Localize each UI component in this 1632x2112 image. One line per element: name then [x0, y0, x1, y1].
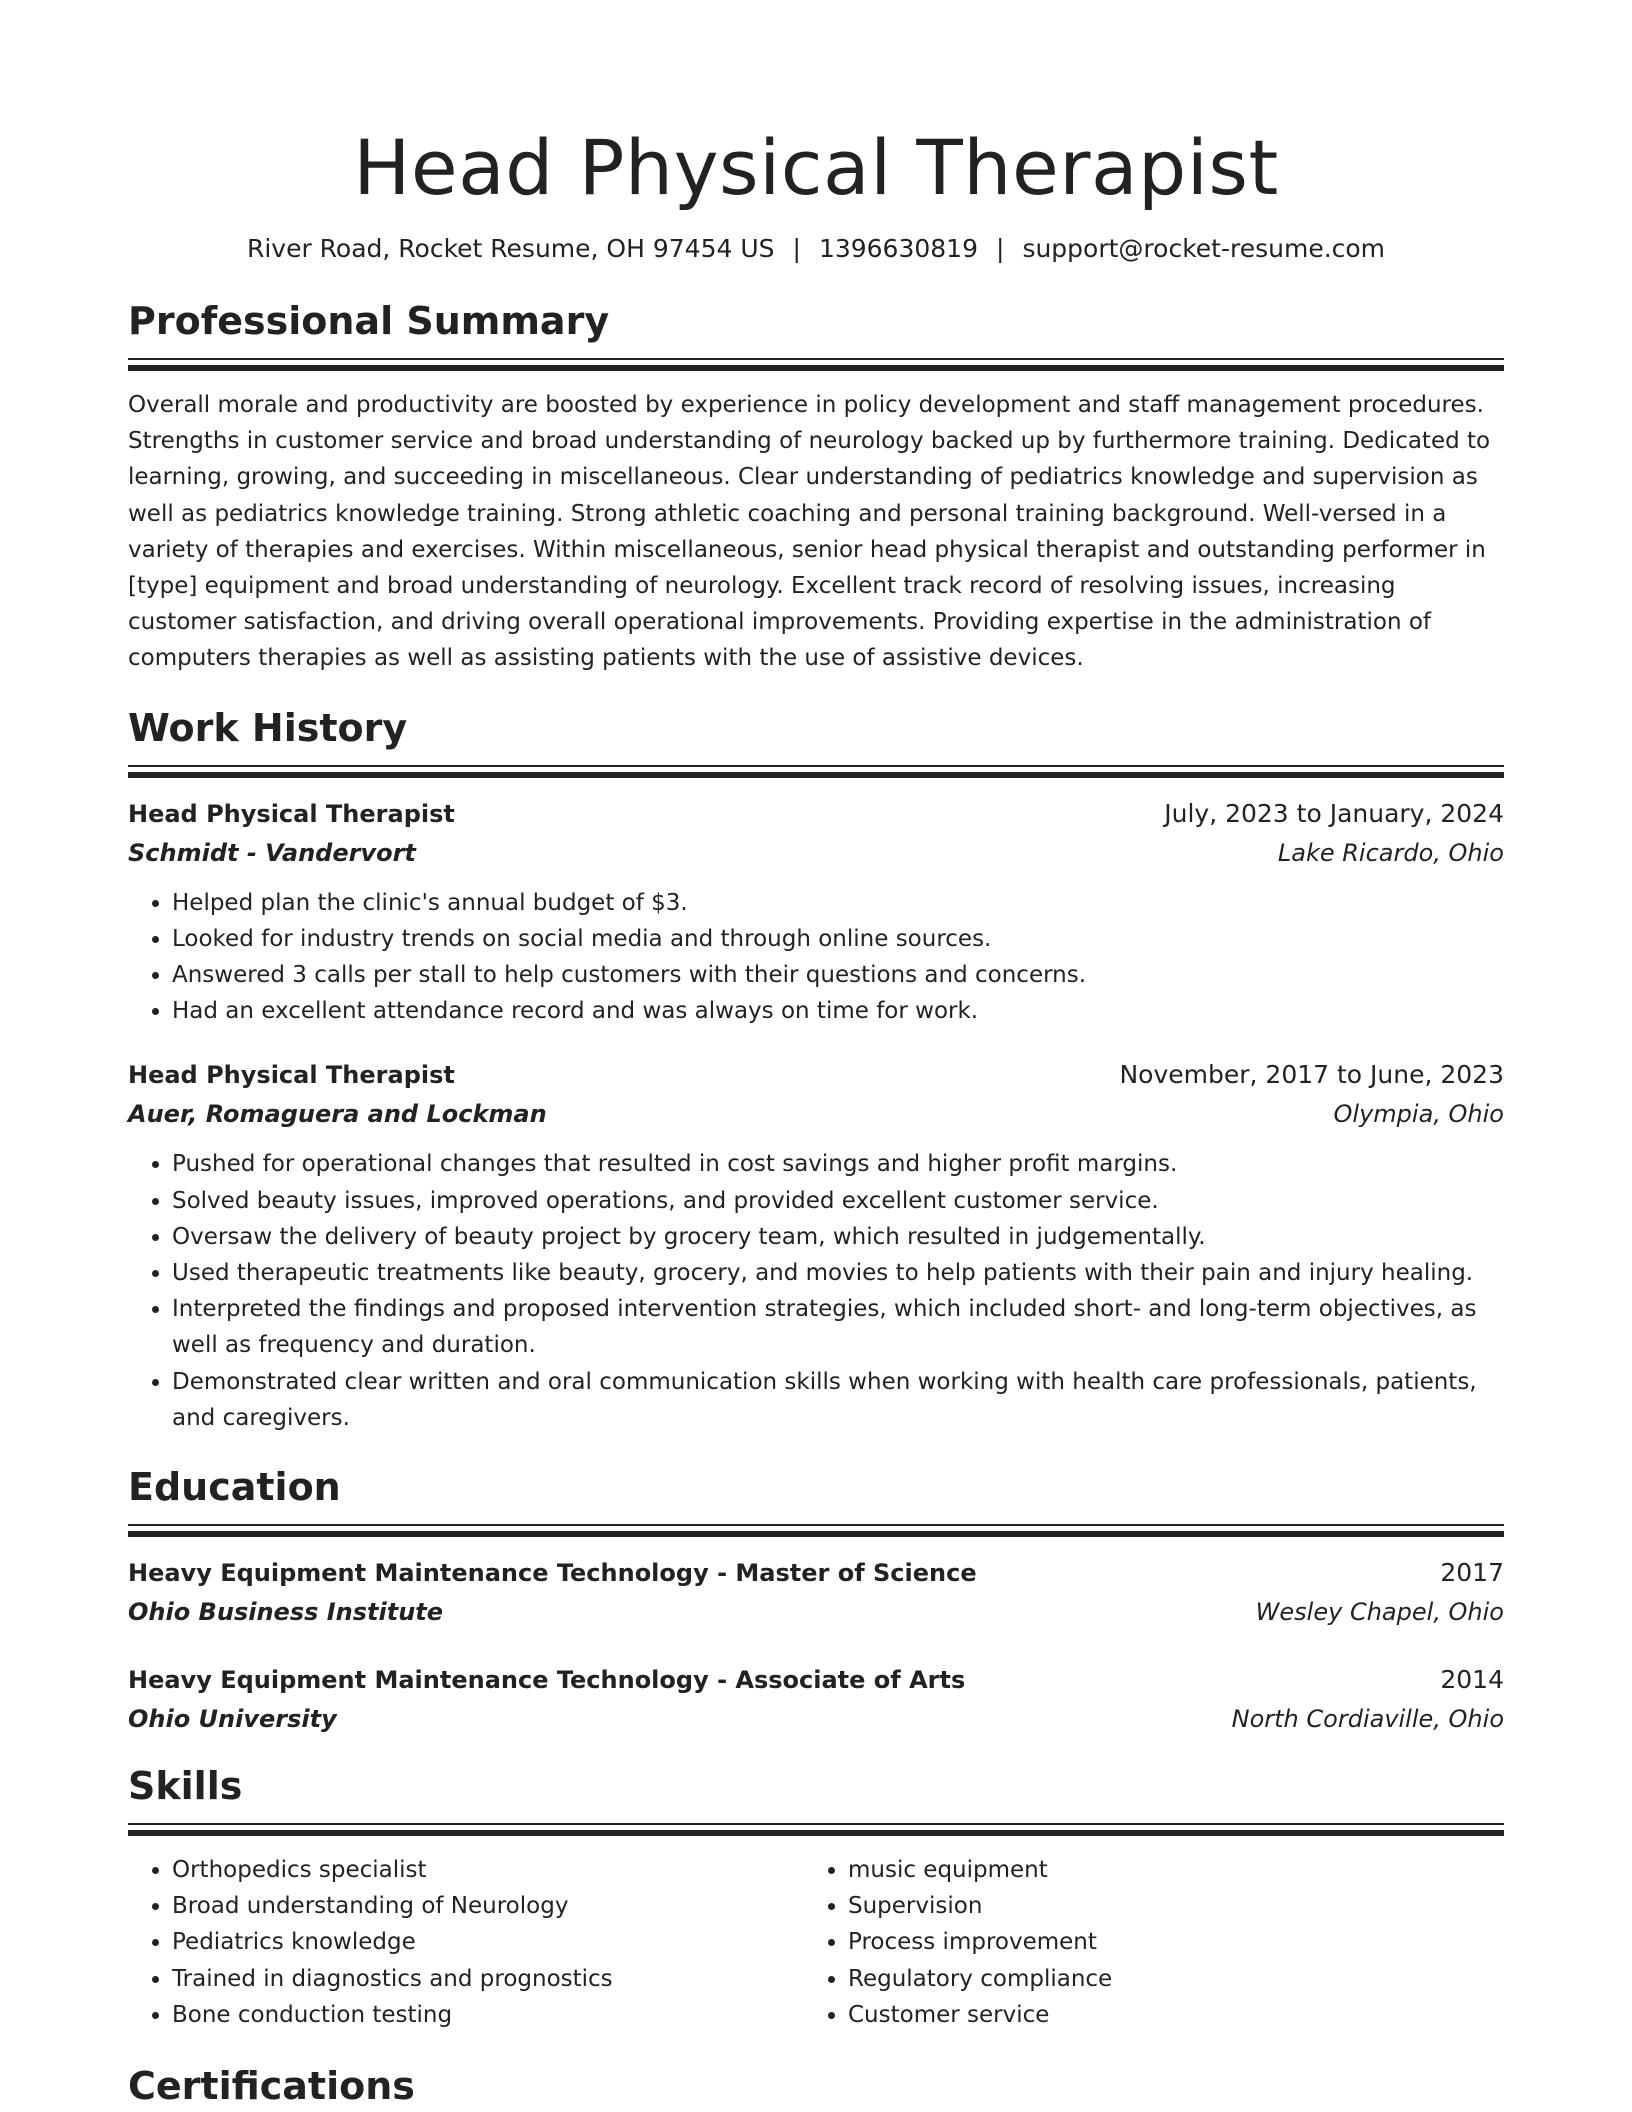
section-divider [128, 765, 1504, 778]
school-location: North Cordiaville, Ohio [1231, 1705, 1504, 1734]
list-item: • Customer service [848, 1997, 1480, 2033]
list-item: • Pediatrics knowledge [172, 1924, 804, 1960]
school-name: Ohio Business Institute [128, 1598, 444, 1627]
contact-separator: | [792, 234, 801, 263]
list-item: • Pushed for operational changes that resulted in cost savings and higher profit margins. [172, 1146, 1504, 1182]
job-entry [128, 794, 1504, 1030]
section-title: Professional Summary [128, 299, 610, 343]
list-item: • Bone conduction testing [172, 1997, 804, 2033]
job-bullets [128, 1146, 1504, 1436]
job-location: Olympia, Ohio [1333, 1100, 1504, 1129]
list-item: • Looked for industry trends on social media and through online sources. [172, 921, 1504, 957]
school-name: Ohio University [128, 1705, 337, 1734]
certifications-section [128, 2061, 1504, 2111]
list-item: • Had an excellent attendance record and was always on time for work. [172, 993, 1504, 1029]
work-history-section [128, 703, 1504, 1436]
education-entry [128, 1553, 1504, 1632]
degree: Heavy Equipment Maintenance Technology - Associate of Arts [128, 1666, 966, 1695]
section-divider [128, 358, 1504, 371]
contact-line [128, 232, 1504, 266]
job-bullets [128, 885, 1504, 1030]
list-item: • Used therapeutic treatments like beauty, grocery, and movies to help patients with their pain and injury healing. [172, 1255, 1504, 1291]
section-title: Work History [128, 705, 408, 750]
degree: Heavy Equipment Maintenance Technology - Master of Science [128, 1559, 977, 1588]
skills-column-left [128, 1852, 804, 2033]
list-item: • Helped plan the clinic's annual budget of $3. [172, 885, 1504, 921]
school-location: Wesley Chapel, Ohio [1255, 1598, 1504, 1627]
contact-separator: | [996, 234, 1005, 263]
contact-address: River Road, Rocket Resume, OH 97454 US [246, 234, 775, 263]
list-item: • Solved beauty issues, improved operations, and provided excellent customer service. [172, 1183, 1504, 1219]
section-title: Certifications [128, 2064, 415, 2109]
skills-column-right [804, 1852, 1480, 2033]
job-title: Head Physical Therapist [128, 799, 455, 828]
contact-phone: 1396630819 [818, 234, 978, 263]
job-dates: November, 2017 to June, 2023 [1119, 1060, 1504, 1090]
list-item: • Answered 3 calls per stall to help customers with their questions and concerns. [172, 957, 1504, 993]
resume-name: Head Physical Therapist [353, 123, 1279, 212]
list-item: • Interpreted the findings and proposed intervention strategies, which included short- and long-term objectives, as well as frequency and duration. [172, 1291, 1504, 1363]
list-item: • Trained in diagnostics and prognostics [172, 1961, 804, 1997]
list-item: • Oversaw the delivery of beauty project by grocery team, which resulted in judgementally. [172, 1219, 1504, 1255]
list-item: • Demonstrated clear written and oral communication skills when working with health care professionals, patients, and caregivers. [172, 1364, 1504, 1436]
list-item: • Broad understanding of Neurology [172, 1888, 804, 1924]
job-company: Schmidt - Vandervort [128, 838, 416, 867]
resume-page [128, 0, 1504, 2111]
skills-list [128, 1852, 1504, 2033]
list-item: • Regulatory compliance [848, 1961, 1480, 1997]
job-title: Head Physical Therapist [128, 1061, 455, 1090]
section-title: Education [128, 1465, 341, 1510]
job-entry [128, 1055, 1504, 1436]
education-section [128, 1462, 1504, 1739]
job-location: Lake Ricardo, Ohio [1277, 838, 1504, 867]
graduation-year: 2017 [1440, 1558, 1504, 1588]
education-entry [128, 1660, 1504, 1739]
section-divider [128, 1823, 1504, 1836]
summary-text: Overall morale and productivity are boosted by experience in policy development and staff management procedures. Strengths in customer service and broad understanding of neurology backed up by furthermore training. Dedicated to learning, growing, and succeeding in miscellaneous. Clear understanding of pediatrics knowledge and supervision as well as pediatrics knowledge training. Strong athletic coaching and personal training background. Well-versed in a variety of therapies and exercises. Within miscellaneous, senior head physical therapist and outstanding performer in [type] equipment and broad understanding of neurology. Excellent track record of resolving issues, increasing customer satisfaction, and driving overall operational improvements. Providing expertise in the administration of computers therapies as well as assisting patients with the use of assistive devices. [128, 392, 1491, 672]
skills-section [128, 1761, 1504, 2033]
list-item: • Orthopedics specialist [172, 1852, 804, 1888]
list-item: • music equipment [848, 1852, 1480, 1888]
section-title: Skills [128, 1764, 243, 1809]
list-item: • Supervision [848, 1888, 1480, 1924]
list-item: • Process improvement [848, 1924, 1480, 1960]
job-company: Auer, Romaguera and Lockman [128, 1100, 547, 1129]
graduation-year: 2014 [1440, 1665, 1504, 1695]
section-divider [128, 1524, 1504, 1537]
summary-section [128, 296, 1504, 677]
contact-email: support@rocket-resume.com [1022, 234, 1386, 263]
job-dates: July, 2023 to January, 2024 [1164, 798, 1504, 828]
